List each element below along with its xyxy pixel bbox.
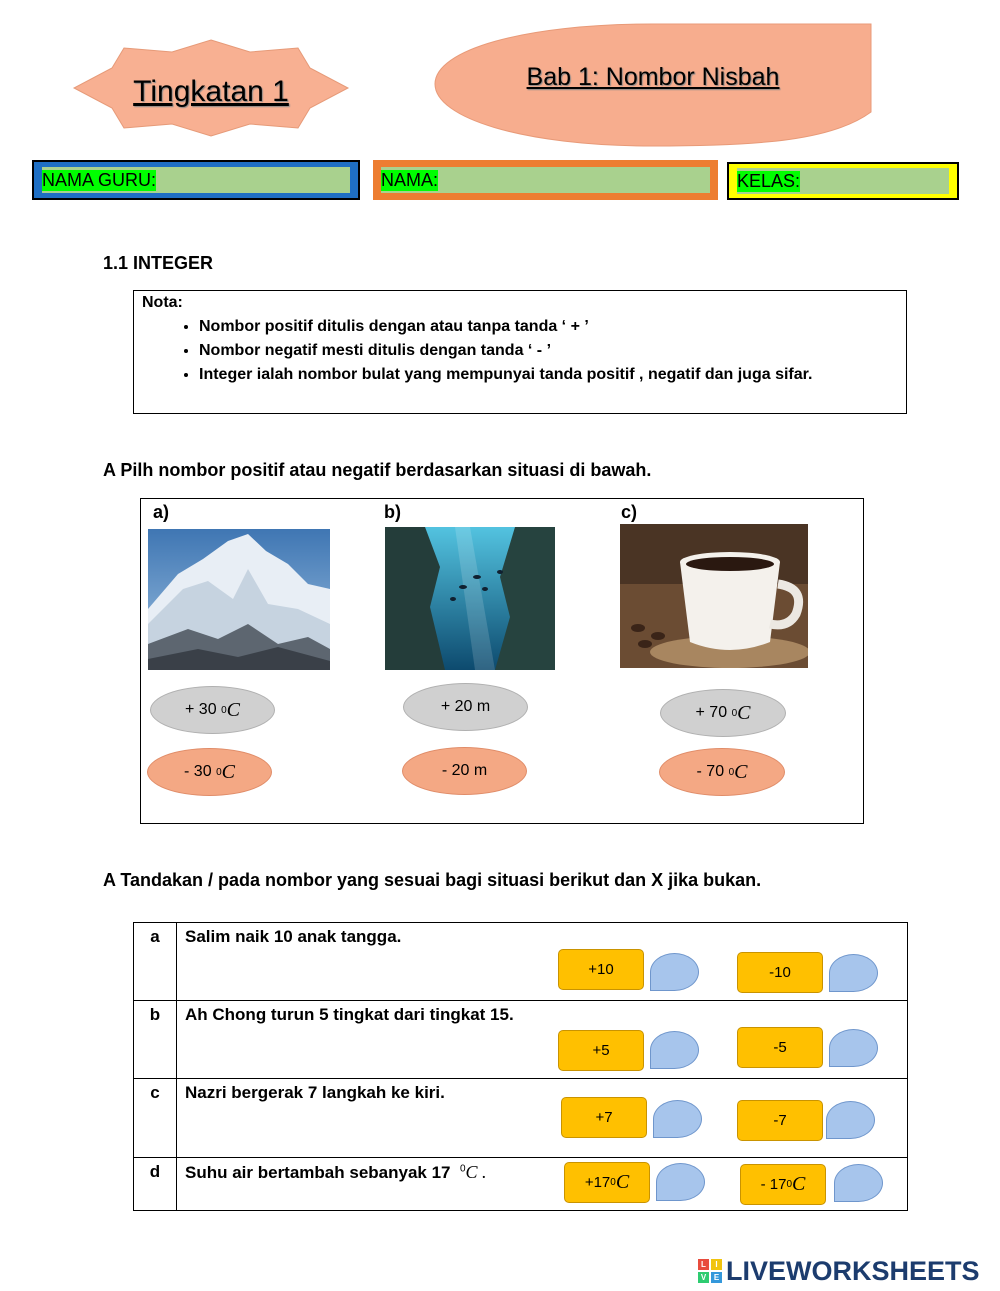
notes-item: • Nombor negatif mesti ditulis dengan tanda ‘ - ’ [199, 342, 898, 360]
row-text: Nazri bergerak 7 langkah ke kiri. [177, 1079, 908, 1158]
answer-c-plus[interactable]: +7 [561, 1097, 647, 1138]
answer-c-minus[interactable]: -7 [737, 1100, 823, 1141]
item-c-label: c) [621, 502, 638, 522]
logo-mark-icon: L I V E [698, 1259, 722, 1283]
notes-box [133, 290, 907, 414]
form-title: Tingkatan 1 [133, 75, 289, 108]
row-text: Salim naik 10 anak tangga. [177, 923, 908, 1001]
option-a-positive[interactable]: + 30 0 C [150, 686, 275, 734]
teacher-name-label: NAMA GURU: [42, 169, 157, 190]
checkbox-d-minus[interactable] [834, 1164, 883, 1202]
option-b-positive[interactable]: + 20 m [403, 683, 528, 731]
notes-list [142, 318, 898, 384]
answer-b-minus[interactable]: -5 [737, 1027, 823, 1068]
student-name-label: NAMA: [381, 169, 439, 190]
row-key: b [134, 1001, 177, 1079]
underwater-image [385, 527, 555, 670]
row-key: d [134, 1158, 177, 1211]
notes-title: Nota: [142, 294, 183, 311]
form-title-badge [70, 38, 352, 138]
class-label: KELAS: [737, 170, 801, 191]
option-c-positive[interactable]: + 70 0 C [660, 689, 786, 737]
checkbox-b-plus[interactable] [650, 1031, 699, 1069]
notes-item: • Nombor positif ditulis dengan atau tanpa tanda ‘ + ’ [199, 318, 898, 336]
class-input[interactable] [737, 168, 949, 194]
coffee-image [620, 524, 808, 668]
mountain-image [148, 529, 330, 670]
checkbox-b-minus[interactable] [829, 1029, 878, 1067]
answer-d-minus[interactable]: - 17 0 C [740, 1164, 826, 1205]
teacher-name-input[interactable] [42, 167, 350, 193]
option-c-negative[interactable]: - 70 0 C [659, 748, 785, 796]
student-name-field[interactable] [373, 160, 718, 200]
answer-d-plus[interactable]: +17 0 C [564, 1162, 650, 1203]
checkbox-c-minus[interactable] [826, 1101, 875, 1139]
answer-a-minus[interactable]: -10 [737, 952, 823, 993]
option-a-negative[interactable]: - 30 0 C [147, 748, 272, 796]
exercise2-instruction: A Tandakan / pada nombor yang sesuai bagi situasi berikut dan X jika bukan. [103, 870, 762, 890]
class-field[interactable] [727, 162, 959, 200]
row-text: Ah Chong turun 5 tingkat dari tingkat 15. [177, 1001, 908, 1079]
answer-a-plus[interactable]: +10 [558, 949, 644, 990]
row-key: a [134, 923, 177, 1001]
section-heading: 1.1 INTEGER [103, 253, 214, 273]
option-b-negative[interactable]: - 20 m [402, 747, 527, 795]
chapter-title: Bab 1: Nombor Nisbah [526, 62, 780, 91]
checkbox-d-plus[interactable] [656, 1163, 705, 1201]
row-text: Suhu air bertambah sebanyak 17 $^0$C . [177, 1158, 908, 1211]
student-name-input[interactable] [381, 167, 710, 193]
liveworksheets-logo [698, 1255, 980, 1287]
item-a-label: a) [153, 502, 170, 522]
row-key: c [134, 1079, 177, 1158]
teacher-name-field[interactable] [32, 160, 360, 200]
logo-text: LIVEWORKSHEETS [726, 1255, 980, 1286]
checkbox-a-plus[interactable] [650, 953, 699, 991]
chapter-title-badge [433, 22, 873, 148]
item-b-label: b) [384, 502, 401, 522]
checkbox-a-minus[interactable] [829, 954, 878, 992]
answer-b-plus[interactable]: +5 [558, 1030, 644, 1071]
exercise1-instruction: A Pilh nombor positif atau negatif berdasarkan situasi di bawah. [103, 460, 652, 480]
notes-item: • Integer ialah nombor bulat yang mempunyai tanda positif , negatif dan juga sifar. [199, 366, 898, 384]
checkbox-c-plus[interactable] [653, 1100, 702, 1138]
